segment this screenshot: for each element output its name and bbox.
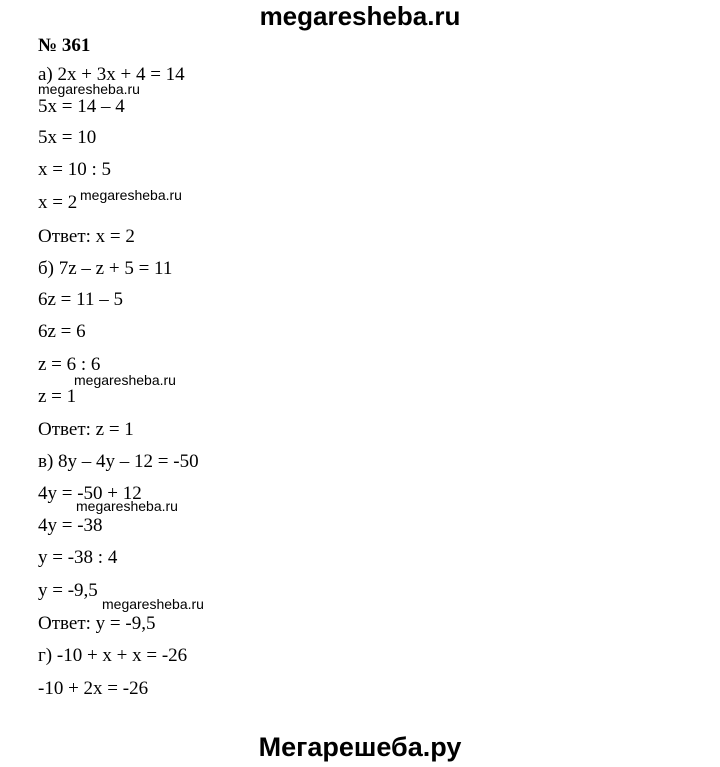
solution-line: z = 6 : 6 [38, 354, 101, 375]
solution-line: г) -10 + x + x = -26 [38, 645, 188, 666]
site-header: megaresheba.ru [259, 1, 461, 31]
solution-line: x = 10 : 5 [38, 159, 111, 180]
solution-line: в) 8y – 4y – 12 = -50 [38, 451, 199, 472]
solution-line: б) 7z – z + 5 = 11 [38, 258, 173, 279]
solution-line: 5x = 14 – 4 [38, 96, 125, 117]
answer-line: Ответ: x = 2 [38, 226, 135, 247]
watermark: megaresheba.ru [80, 187, 182, 203]
watermark: megaresheba.ru [74, 372, 176, 388]
site-footer: Мегарешеба.ру [258, 732, 462, 762]
solution-line: z = 1 [38, 386, 77, 407]
solution-line: -10 + 2x = -26 [38, 678, 149, 699]
solution-line: 6z = 11 – 5 [38, 289, 123, 310]
problem-number: № 361 [38, 35, 91, 56]
watermark: megaresheba.ru [76, 498, 178, 514]
solution-line: y = -38 : 4 [38, 547, 118, 568]
answer-line: Ответ: z = 1 [38, 419, 134, 440]
answer-line: Ответ: y = -9,5 [38, 613, 156, 634]
solution-line: 5x = 10 [38, 127, 97, 148]
solution-line: 4y = -50 + 12 [38, 483, 142, 504]
solution-line: 6z = 6 [38, 321, 86, 342]
watermark: megaresheba.ru [38, 81, 140, 97]
solution-line: x = 2 [38, 192, 78, 213]
solution-line: 4y = -38 [38, 515, 103, 536]
solution-line: y = -9,5 [38, 580, 98, 601]
solution-line: а) 2x + 3x + 4 = 14 [38, 64, 185, 85]
watermark: megaresheba.ru [102, 596, 204, 612]
